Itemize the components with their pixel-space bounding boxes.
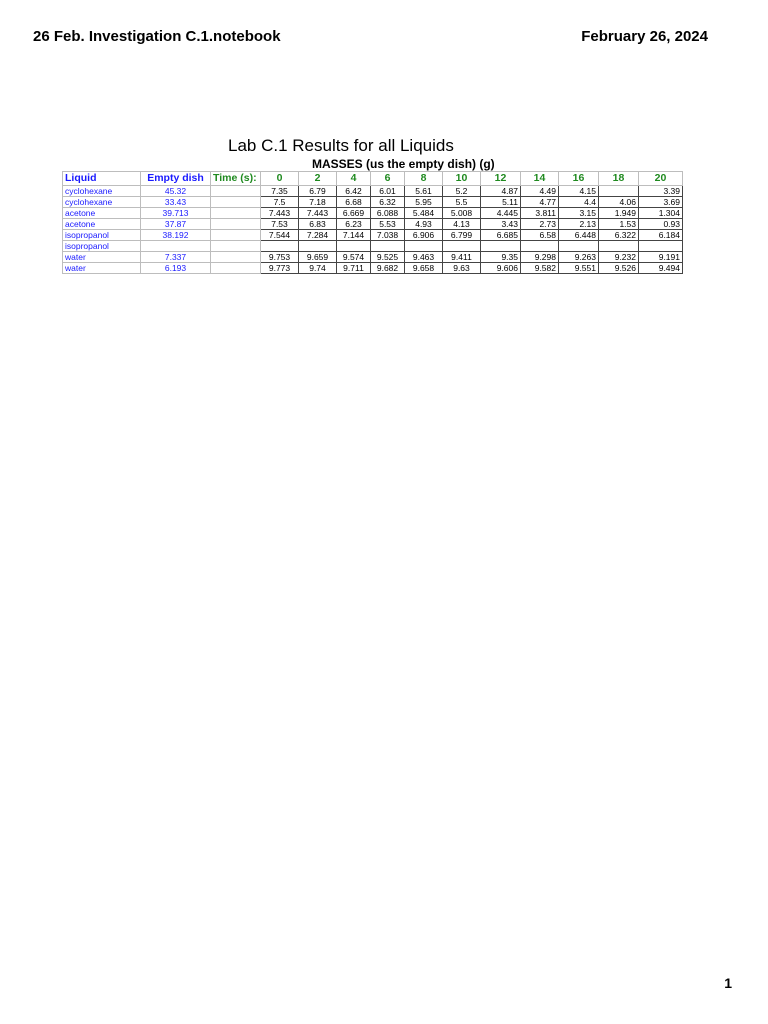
cell-time-spacer <box>211 208 261 219</box>
cell-mass: 3.69 <box>639 197 683 208</box>
cell-mass: 6.685 <box>481 230 521 241</box>
cell-mass: 9.35 <box>481 252 521 263</box>
cell-mass: 6.448 <box>559 230 599 241</box>
cell-liquid: water <box>63 263 141 274</box>
header-time-6: 6 <box>371 172 405 186</box>
cell-mass <box>521 241 559 252</box>
table-row <box>63 219 683 230</box>
cell-mass: 4.15 <box>559 186 599 197</box>
cell-mass: 9.411 <box>443 252 481 263</box>
cell-mass <box>443 241 481 252</box>
cell-mass: 3.39 <box>639 186 683 197</box>
cell-mass: 7.443 <box>299 208 337 219</box>
cell-liquid: isopropanol <box>63 241 141 252</box>
cell-mass <box>337 241 371 252</box>
header-time: Time (s): <box>211 172 261 186</box>
cell-time-spacer <box>211 241 261 252</box>
cell-mass: 9.232 <box>599 252 639 263</box>
cell-mass: 9.574 <box>337 252 371 263</box>
header-time-18: 18 <box>599 172 639 186</box>
cell-mass: 9.773 <box>261 263 299 274</box>
header-time-16: 16 <box>559 172 599 186</box>
header-time-20: 20 <box>639 172 683 186</box>
cell-mass: 5.2 <box>443 186 481 197</box>
cell-time-spacer <box>211 263 261 274</box>
cell-mass: 6.669 <box>337 208 371 219</box>
cell-mass: 7.18 <box>299 197 337 208</box>
cell-mass: 9.526 <box>599 263 639 274</box>
cell-empty-dish: 6.193 <box>141 263 211 274</box>
cell-mass: 9.659 <box>299 252 337 263</box>
cell-mass: 6.184 <box>639 230 683 241</box>
cell-mass: 0.93 <box>639 219 683 230</box>
cell-time-spacer <box>211 219 261 230</box>
cell-empty-dish: 39.713 <box>141 208 211 219</box>
header-empty-dish: Empty dish <box>141 172 211 186</box>
header-time-14: 14 <box>521 172 559 186</box>
table-row <box>63 208 683 219</box>
cell-time-spacer <box>211 252 261 263</box>
cell-time-spacer <box>211 186 261 197</box>
results-table <box>62 171 683 274</box>
cell-mass: 5.484 <box>405 208 443 219</box>
cell-mass: 4.93 <box>405 219 443 230</box>
cell-time-spacer <box>211 230 261 241</box>
cell-mass: 4.87 <box>481 186 521 197</box>
cell-mass: 5.5 <box>443 197 481 208</box>
cell-mass: 9.753 <box>261 252 299 263</box>
results-title: Lab C.1 Results for all Liquids <box>228 136 454 155</box>
cell-mass <box>371 241 405 252</box>
header-time-2: 2 <box>299 172 337 186</box>
cell-mass: 7.35 <box>261 186 299 197</box>
header-liquid: Liquid <box>63 172 141 186</box>
cell-liquid: acetone <box>63 219 141 230</box>
header-time-0: 0 <box>261 172 299 186</box>
cell-mass: 9.606 <box>481 263 521 274</box>
table-row <box>63 241 683 252</box>
cell-mass <box>559 241 599 252</box>
cell-mass: 9.74 <box>299 263 337 274</box>
cell-mass: 4.06 <box>599 197 639 208</box>
cell-mass <box>599 186 639 197</box>
cell-liquid: isopropanol <box>63 230 141 241</box>
cell-mass: 9.494 <box>639 263 683 274</box>
cell-mass: 6.58 <box>521 230 559 241</box>
table-row <box>63 230 683 241</box>
masses-label: MASSES (us the empty dish) (g) <box>312 157 495 171</box>
cell-mass: 5.008 <box>443 208 481 219</box>
cell-mass: 2.13 <box>559 219 599 230</box>
cell-time-spacer <box>211 197 261 208</box>
cell-mass <box>299 241 337 252</box>
cell-mass: 4.77 <box>521 197 559 208</box>
cell-mass: 9.298 <box>521 252 559 263</box>
header-time-12: 12 <box>481 172 521 186</box>
notebook-title: 26 Feb. Investigation C.1.notebook <box>33 28 281 45</box>
cell-mass: 7.284 <box>299 230 337 241</box>
cell-mass <box>639 241 683 252</box>
table-row <box>63 197 683 208</box>
header-time-10: 10 <box>443 172 481 186</box>
cell-mass: 6.322 <box>599 230 639 241</box>
table-row <box>63 263 683 274</box>
header-time-8: 8 <box>405 172 443 186</box>
cell-mass: 6.01 <box>371 186 405 197</box>
cell-mass: 7.5 <box>261 197 299 208</box>
cell-mass: 5.95 <box>405 197 443 208</box>
cell-mass: 6.088 <box>371 208 405 219</box>
header-time-4: 4 <box>337 172 371 186</box>
cell-mass: 7.443 <box>261 208 299 219</box>
cell-mass: 5.53 <box>371 219 405 230</box>
cell-mass: 6.68 <box>337 197 371 208</box>
cell-mass: 2.73 <box>521 219 559 230</box>
cell-mass: 9.263 <box>559 252 599 263</box>
table-header-row <box>63 172 683 186</box>
cell-mass: 9.551 <box>559 263 599 274</box>
cell-mass: 3.15 <box>559 208 599 219</box>
cell-mass: 4.445 <box>481 208 521 219</box>
cell-mass: 7.144 <box>337 230 371 241</box>
cell-empty-dish: 7.337 <box>141 252 211 263</box>
cell-empty-dish: 33.43 <box>141 197 211 208</box>
cell-mass: 9.582 <box>521 263 559 274</box>
cell-mass: 6.32 <box>371 197 405 208</box>
cell-mass: 1.304 <box>639 208 683 219</box>
cell-mass: 7.53 <box>261 219 299 230</box>
cell-mass <box>261 241 299 252</box>
table-row <box>63 186 683 197</box>
cell-empty-dish: 45.32 <box>141 186 211 197</box>
cell-liquid: cyclohexane <box>63 186 141 197</box>
cell-mass: 5.61 <box>405 186 443 197</box>
cell-mass: 7.038 <box>371 230 405 241</box>
cell-mass: 1.949 <box>599 208 639 219</box>
cell-mass: 9.191 <box>639 252 683 263</box>
table-row <box>63 252 683 263</box>
cell-empty-dish <box>141 241 211 252</box>
cell-empty-dish: 37.87 <box>141 219 211 230</box>
cell-mass <box>481 241 521 252</box>
cell-mass: 9.63 <box>443 263 481 274</box>
cell-mass: 6.799 <box>443 230 481 241</box>
cell-empty-dish: 38.192 <box>141 230 211 241</box>
cell-mass: 3.43 <box>481 219 521 230</box>
page-date: February 26, 2024 <box>581 28 708 45</box>
cell-mass: 9.463 <box>405 252 443 263</box>
cell-liquid: cyclohexane <box>63 197 141 208</box>
cell-mass: 6.83 <box>299 219 337 230</box>
cell-mass: 6.42 <box>337 186 371 197</box>
cell-mass: 6.23 <box>337 219 371 230</box>
cell-liquid: water <box>63 252 141 263</box>
cell-mass: 3.811 <box>521 208 559 219</box>
cell-mass: 4.4 <box>559 197 599 208</box>
cell-mass: 9.682 <box>371 263 405 274</box>
cell-liquid: acetone <box>63 208 141 219</box>
cell-mass: 7.544 <box>261 230 299 241</box>
cell-mass: 6.906 <box>405 230 443 241</box>
cell-mass: 5.11 <box>481 197 521 208</box>
cell-mass: 9.711 <box>337 263 371 274</box>
cell-mass: 4.13 <box>443 219 481 230</box>
cell-mass: 1.53 <box>599 219 639 230</box>
cell-mass <box>599 241 639 252</box>
page-number: 1 <box>724 975 732 991</box>
cell-mass <box>405 241 443 252</box>
cell-mass: 9.525 <box>371 252 405 263</box>
cell-mass: 4.49 <box>521 186 559 197</box>
cell-mass: 6.79 <box>299 186 337 197</box>
cell-mass: 9.658 <box>405 263 443 274</box>
